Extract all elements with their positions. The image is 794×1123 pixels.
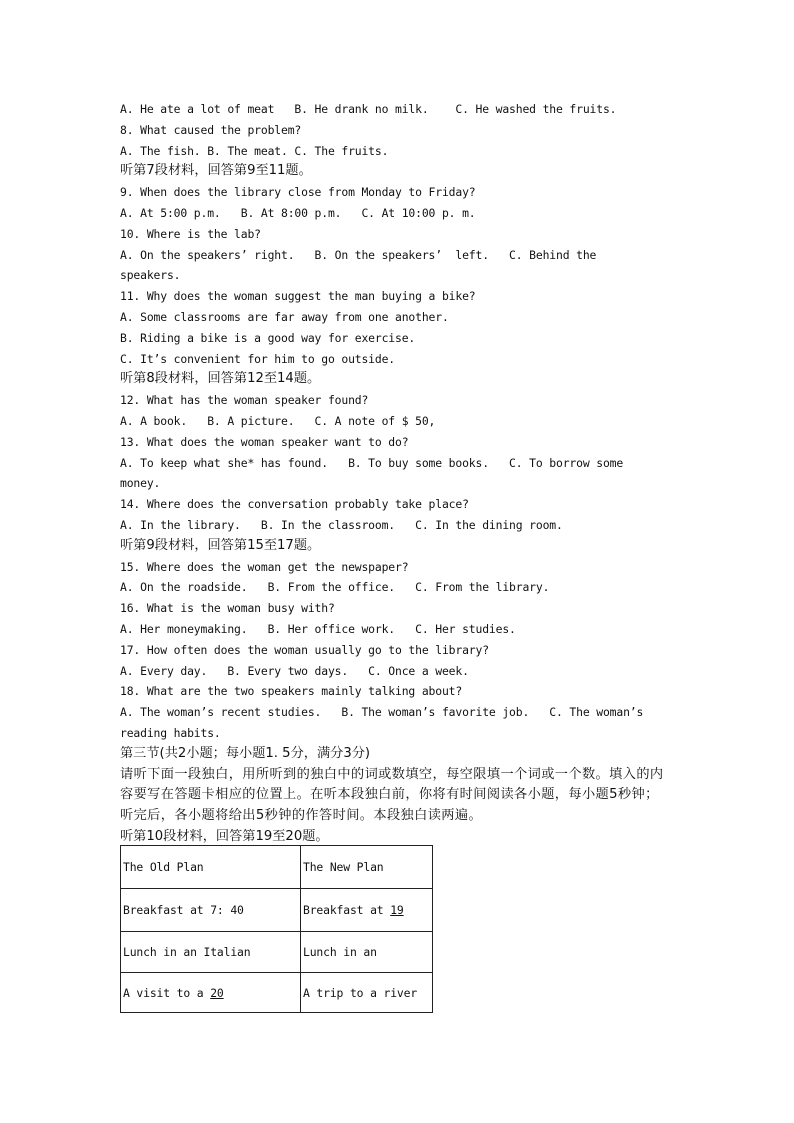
- text-line: A. Every day. B. Every two days. C. Once a week.: [120, 663, 469, 678]
- section-heading: 听第9段材料，回答第15至17题。: [120, 537, 321, 553]
- table-cell: A trip to a river: [301, 973, 433, 1013]
- table-header-new-plan: The New Plan: [301, 846, 433, 889]
- text-line: A. A book. B. A picture. C. A note of $ 50,: [120, 413, 436, 428]
- text-line: 10. Where is the lab?: [120, 226, 261, 241]
- text-line: 12. What has the woman speaker found?: [120, 393, 369, 408]
- text-line: A. The fish. B. The meat. C. The fruits.: [120, 143, 389, 158]
- table-header-old-plan: The Old Plan: [121, 846, 301, 889]
- table-row: [121, 889, 433, 932]
- cell-text: Breakfast at: [303, 903, 391, 917]
- text-line: 11. Why does the woman suggest the man buying a bike?: [120, 289, 476, 304]
- text-line: 8. What caused the problem?: [120, 122, 302, 137]
- section-heading: 听第10段材料，回答第19至20题。: [120, 828, 329, 844]
- question-lines: [120, 99, 680, 765]
- table-row: [121, 932, 433, 973]
- text-line: A. In the library. B. In the classroom. C. In the dining room.: [120, 517, 563, 532]
- text-line: A. The woman’s recent studies. B. The woman’s favorite job. C. The woman’s: [120, 705, 644, 720]
- table-cell: [301, 889, 433, 932]
- text-line: C. It’s convenient for him to go outside.: [120, 351, 396, 366]
- text-line: 17. How often does the woman usually go to the library?: [120, 642, 489, 657]
- text-line: 15. Where does the woman get the newspaper?: [120, 559, 409, 574]
- section-heading: 听第7段材料，回答第9至11题。: [120, 163, 312, 179]
- table-cell: Lunch in an Italian: [121, 932, 301, 973]
- instructions-paragraph: 请听下面一段独白，用所听到的独白中的词或数填空，每空限填一个词或一个数。填入的内容要写在答题卡相应的位置上。在听本段独白前，你将有时间阅读各小题，每小题5秒钟；听完后，各小题将给出5秒钟的作答时间。本段独白读两遍。: [120, 766, 664, 824]
- text-line: A. To keep what she* has found. B. To buy some books. C. To borrow some: [120, 455, 624, 470]
- text-line: A. He ate a lot of meat B. He drank no milk. C. He washed the fruits.: [120, 102, 617, 116]
- text-line: 16. What is the woman busy with?: [120, 601, 335, 616]
- text-line: 18. What are the two speakers mainly talking about?: [120, 684, 463, 699]
- text-line: A. Some classrooms are far away from one another.: [120, 309, 449, 324]
- table-cell: [121, 973, 301, 1013]
- text-line: B. Riding a bike is a good way for exercise.: [120, 330, 416, 345]
- blank-20: 20: [210, 985, 224, 1000]
- text-line: speakers.: [120, 268, 181, 283]
- table-cell: Breakfast at 7: 40: [121, 889, 301, 932]
- section-heading: 第三节(共2小题；每小题1. 5分，满分3分): [120, 745, 371, 761]
- text-line: A. Her moneymaking. B. Her office work. C. Her studies.: [120, 621, 516, 636]
- text-line: 13. What does the woman speaker want to do?: [120, 434, 409, 449]
- cell-text: A visit to a: [123, 985, 211, 1000]
- table-row: [121, 973, 433, 1013]
- plan-table: [120, 845, 433, 1013]
- table-cell: Lunch in an: [301, 932, 433, 973]
- text-line: A. On the roadside. B. From the office. C. From the library.: [120, 580, 550, 595]
- table-row: [121, 846, 433, 889]
- section-heading: 听第8段材料，回答第12至14题。: [120, 371, 321, 387]
- text-line: 9. When does the library close from Monday to Friday?: [120, 185, 476, 200]
- document-page: [120, 99, 680, 848]
- text-line: reading habits.: [120, 725, 221, 740]
- blank-19: 19: [390, 903, 404, 917]
- text-line: A. At 5:00 p.m. B. At 8:00 p.m. C. At 10:00 p. m.: [120, 205, 476, 220]
- text-line: A. On the speakers’ right. B. On the speakers’ left. C. Behind the: [120, 247, 597, 262]
- text-line: 14. Where does the conversation probably take place?: [120, 497, 469, 512]
- text-line: money.: [120, 476, 161, 491]
